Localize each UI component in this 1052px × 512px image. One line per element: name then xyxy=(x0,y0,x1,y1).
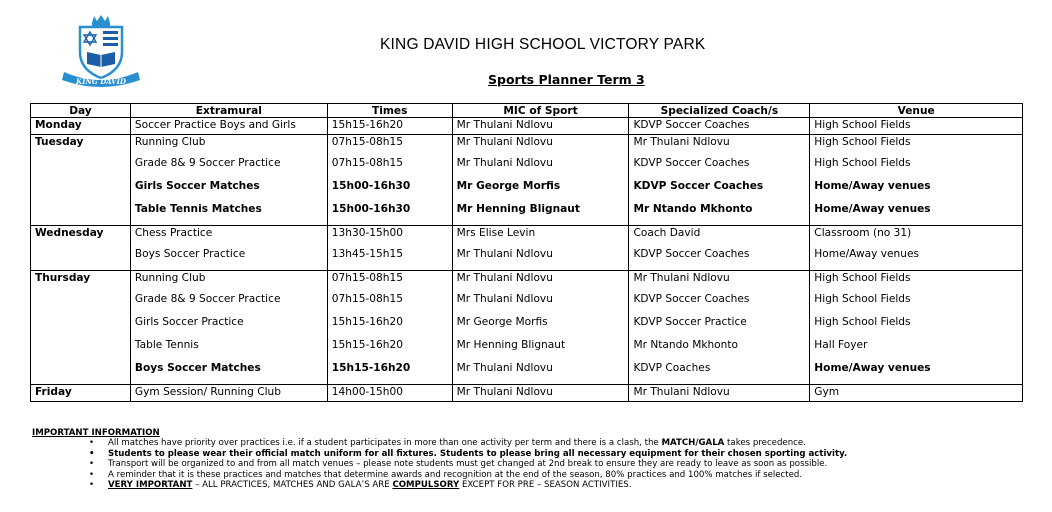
venue-cell: Home/Away venues xyxy=(810,247,1023,271)
time-cell: 07h15-08h15 xyxy=(327,292,452,315)
column-header-day: Day xyxy=(31,104,131,118)
activity-cell: Girls Soccer Practice xyxy=(130,315,327,338)
info-text: All matches have priority over practices i.e. if a student participates in more than one activity per term and there is a clash, the xyxy=(108,438,662,449)
column-header-coach: Specialized Coach/s xyxy=(629,104,810,118)
mic-cell: Mr Thulani Ndlovu xyxy=(452,292,629,315)
coach-cell: Coach David xyxy=(629,226,810,248)
venue-cell: High School Fields xyxy=(810,271,1023,293)
info-text: – ALL PRACTICES, MATCHES AND GALA’S ARE xyxy=(192,480,393,491)
mic-cell: Mr Thulani Ndlovu xyxy=(452,118,629,135)
time-cell: 13h45-15h15 xyxy=(327,247,452,271)
venue-cell: Classroom (no 31) xyxy=(810,226,1023,248)
time-cell: 07h15-08h15 xyxy=(327,156,452,179)
table-row xyxy=(31,361,1023,385)
activity-cell: Grade 8& 9 Soccer Practice xyxy=(130,156,327,179)
table-row xyxy=(31,292,1023,315)
activity-cell: Gym Session/ Running Club xyxy=(130,385,327,402)
coach-cell: Mr Thulani Ndlovu xyxy=(629,271,810,293)
day-cell-empty xyxy=(31,179,131,202)
school-crest-logo xyxy=(56,14,146,90)
coach-cell: KDVP Soccer Coaches xyxy=(629,247,810,271)
sports-planner-table xyxy=(30,103,1023,402)
mic-cell: Mr Thulani Ndlovu xyxy=(452,156,629,179)
coach-cell: Mr Ntando Mkhonto xyxy=(629,338,810,361)
venue-cell: High School Fields xyxy=(810,118,1023,135)
coach-cell: Mr Thulani Ndlovu xyxy=(629,385,810,402)
info-list xyxy=(32,438,847,490)
activity-cell: Grade 8& 9 Soccer Practice xyxy=(130,292,327,315)
coach-cell: KDVP Soccer Coaches xyxy=(629,156,810,179)
mic-cell: Mr Thulani Ndlovu xyxy=(452,135,629,157)
venue-cell: High School Fields xyxy=(810,292,1023,315)
info-item: • Transport will be organized to and from all match venues – please note students must get changed at 2nd break to ensure they are ready to leave as soon as possible. xyxy=(108,459,847,469)
school-name: KING DAVID HIGH SCHOOL VICTORY PARK xyxy=(380,36,706,53)
activity-cell: Boys Soccer Matches xyxy=(130,361,327,385)
time-cell: 15h15-16h20 xyxy=(327,118,452,135)
coach-cell: Mr Ntando Mkhonto xyxy=(629,202,810,226)
venue-cell: Hall Foyer xyxy=(810,338,1023,361)
mic-cell: Mr Thulani Ndlovu xyxy=(452,361,629,385)
column-header-times: Times xyxy=(327,104,452,118)
coach-cell: KDVP Soccer Coaches xyxy=(629,292,810,315)
venue-cell: High School Fields xyxy=(810,315,1023,338)
mic-cell: Mr Henning Blignaut xyxy=(452,338,629,361)
time-cell: 13h30-15h00 xyxy=(327,226,452,248)
activity-cell: Boys Soccer Practice xyxy=(130,247,327,271)
day-cell-empty xyxy=(31,338,131,361)
mic-cell: Mrs Elise Levin xyxy=(452,226,629,248)
activity-cell: Girls Soccer Matches xyxy=(130,179,327,202)
day-cell-empty xyxy=(31,292,131,315)
info-emphasis: COMPULSORY xyxy=(392,480,460,491)
coach-cell: KDVP Soccer Coaches xyxy=(629,179,810,202)
day-cell-empty xyxy=(31,202,131,226)
day-cell: Tuesday xyxy=(31,135,131,157)
time-cell: 15h15-16h20 xyxy=(327,315,452,338)
venue-cell: Home/Away venues xyxy=(810,179,1023,202)
activity-cell: Table Tennis Matches xyxy=(130,202,327,226)
venue-cell: Gym xyxy=(810,385,1023,402)
table-row xyxy=(31,179,1023,202)
time-cell: 07h15-08h15 xyxy=(327,271,452,293)
activity-cell: Soccer Practice Boys and Girls xyxy=(130,118,327,135)
table-row xyxy=(31,315,1023,338)
table-header-row xyxy=(31,104,1023,118)
info-item xyxy=(108,480,847,490)
mic-cell: Mr Thulani Ndlovu xyxy=(452,247,629,271)
coach-cell: KDVP Soccer Coaches xyxy=(629,118,810,135)
activity-cell: Table Tennis xyxy=(130,338,327,361)
table-row xyxy=(31,135,1023,157)
table-row xyxy=(31,271,1023,293)
mic-cell: Mr George Morfis xyxy=(452,315,629,338)
venue-cell: High School Fields xyxy=(810,156,1023,179)
column-header-extramural: Extramural xyxy=(130,104,327,118)
info-item: • A reminder that it is these practices and matches that determine awards and recognition at the end of the season, 80% practices and 100% matches if selected. xyxy=(108,470,847,480)
day-cell: Friday xyxy=(31,385,131,402)
time-cell: 07h15-08h15 xyxy=(327,135,452,157)
info-emphasis: MATCH/GALA xyxy=(661,438,725,449)
venue-cell: Home/Away venues xyxy=(810,202,1023,226)
activity-cell: Running Club xyxy=(130,271,327,293)
coach-cell: KDVP Soccer Practice xyxy=(629,315,810,338)
time-cell: 15h15-16h20 xyxy=(327,361,452,385)
coach-cell: KDVP Coaches xyxy=(629,361,810,385)
mic-cell: Mr Henning Blignaut xyxy=(452,202,629,226)
logo-text: KING DAVID xyxy=(76,77,126,86)
time-cell: 15h00-16h30 xyxy=(327,179,452,202)
day-cell: Thursday xyxy=(31,271,131,293)
day-cell-empty xyxy=(31,247,131,271)
table-row xyxy=(31,338,1023,361)
column-header-mic: MIC of Sport xyxy=(452,104,629,118)
info-text: EXCEPT FOR PRE – SEASON ACTIVITIES. xyxy=(459,480,632,491)
mic-cell: Mr George Morfis xyxy=(452,179,629,202)
table-row xyxy=(31,202,1023,226)
day-cell-empty xyxy=(31,361,131,385)
table-row xyxy=(31,156,1023,179)
day-cell-empty xyxy=(31,156,131,179)
mic-cell: Mr Thulani Ndlovu xyxy=(452,385,629,402)
info-item: • Students to please wear their official match uniform for all fixtures. Students to please bring all necessary equipment for their chosen sporting activity. xyxy=(108,449,847,459)
coach-cell: Mr Thulani Ndlovu xyxy=(629,135,810,157)
table-row xyxy=(31,385,1023,402)
table-row xyxy=(31,118,1023,135)
time-cell: 15h00-16h30 xyxy=(327,202,452,226)
column-header-venue: Venue xyxy=(810,104,1023,118)
time-cell: 14h00-15h00 xyxy=(327,385,452,402)
table-row xyxy=(31,247,1023,271)
info-text: takes precedence. xyxy=(724,438,806,449)
info-item xyxy=(108,438,847,448)
venue-cell: High School Fields xyxy=(810,135,1023,157)
day-cell-empty xyxy=(31,315,131,338)
venue-cell: Home/Away venues xyxy=(810,361,1023,385)
day-cell: Monday xyxy=(31,118,131,135)
info-heading: IMPORTANT INFORMATION xyxy=(32,428,160,438)
activity-cell: Running Club xyxy=(130,135,327,157)
day-cell: Wednesday xyxy=(31,226,131,248)
important-information xyxy=(32,428,847,490)
activity-cell: Chess Practice xyxy=(130,226,327,248)
mic-cell: Mr Thulani Ndlovu xyxy=(452,271,629,293)
planner-title: Sports Planner Term 3 xyxy=(488,72,645,87)
info-emphasis: VERY IMPORTANT xyxy=(108,480,193,491)
time-cell: 15h15-16h20 xyxy=(327,338,452,361)
table-row xyxy=(31,226,1023,248)
